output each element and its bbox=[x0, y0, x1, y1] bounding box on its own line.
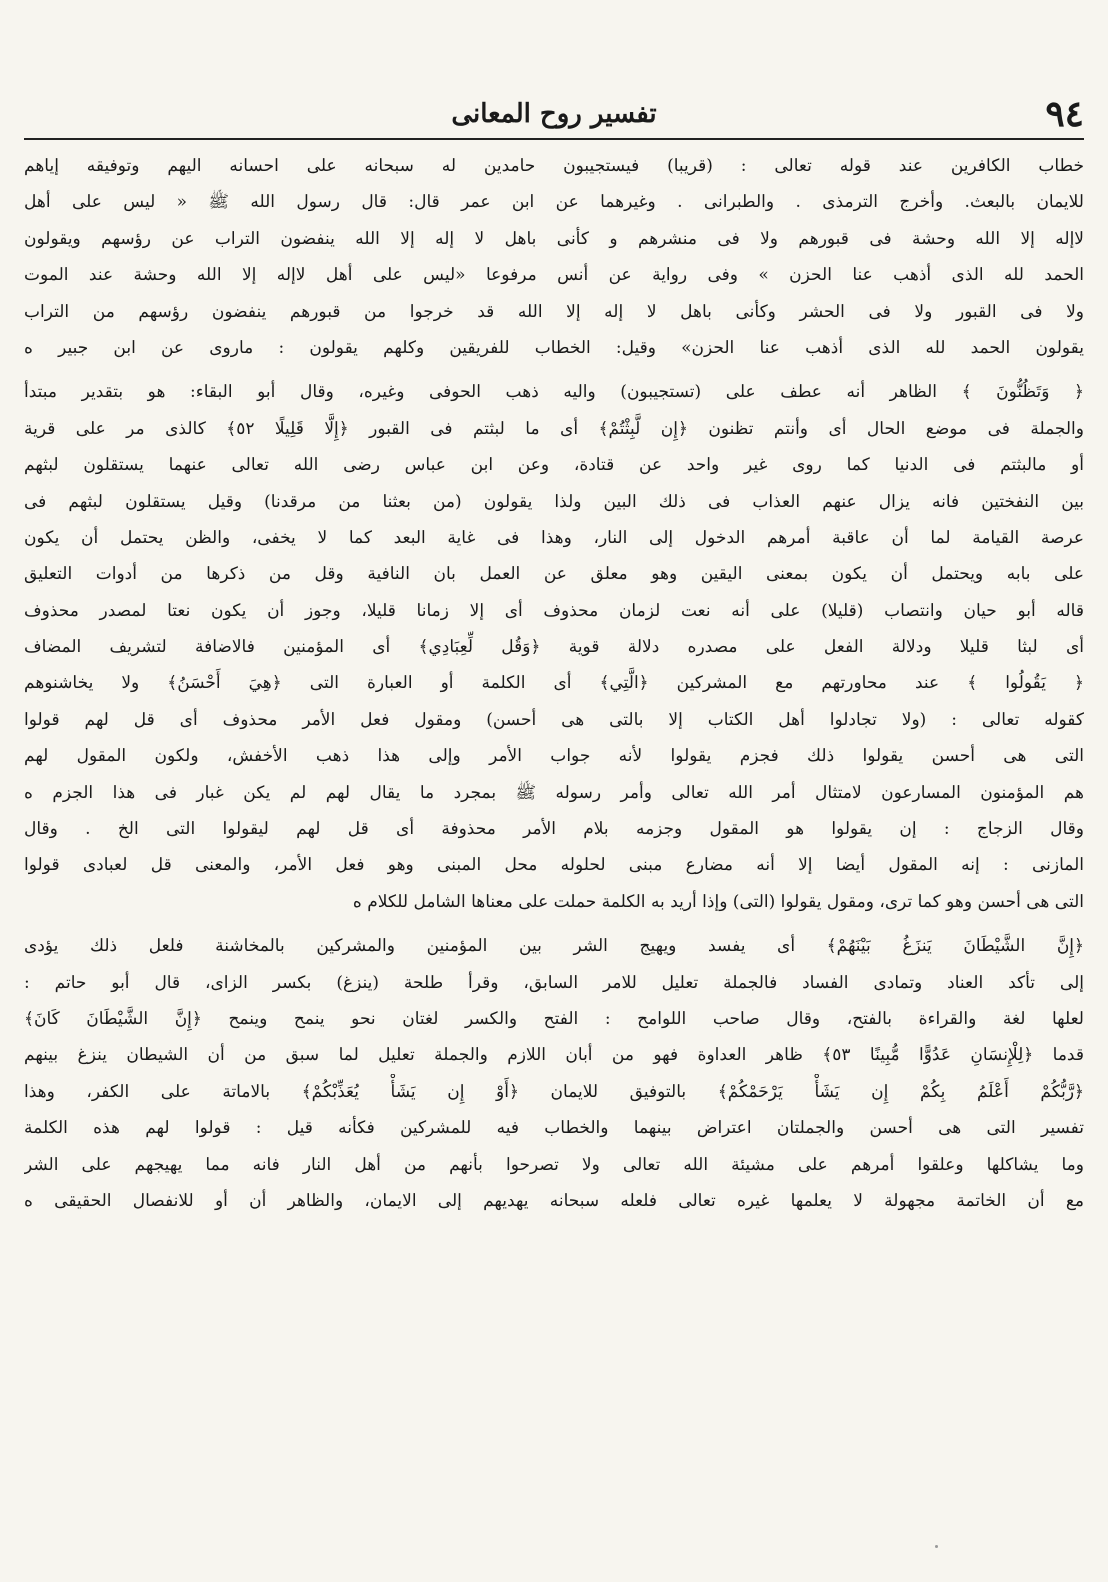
text-line: وقال الزجاج : إن يقولوا هو المقول وجزمه بلام الأمر محذوفة أى قل لهم ليقولوا التى الخ . وقال bbox=[24, 819, 1084, 840]
text-line: ﴿ يَقُولُوا ﴾ عند محاورتهم مع المشركين ﴿الَّتِي﴾ أى الكلمة أو العبارة التى ﴿هِيَ أَحْسَنُ﴾ ولا يخاشنوهم bbox=[24, 673, 1084, 694]
text-line: التى هى أحسن يقولوا ذلك فجزم يقولوا لأنه جواب الأمر وإلى هذا ذهب الأخفش، ولكون المقول لهم bbox=[24, 746, 1084, 767]
text-line: ﴿ وَتَظُنُّونَ ﴾ الظاهر أنه عطف على (تستجيبون) واليه ذهب الحوفى وغيره، وقال أبو البقاء: هو بتقدير مبتدأ bbox=[24, 382, 1084, 403]
text-line: ﴿رَّبُّكُمْ أَعْلَمُ بِكُمْ إِن يَشَأْ يَرْحَمْكُمْ﴾ بالتوفيق للايمان ﴿أَوْ إِن يَشَأْ يُعَذِّبْكُمْ﴾ بالاماتة على الكفر، وهذا bbox=[24, 1081, 1084, 1102]
text-line: والجملة فى موضع الحال أى وأنتم تظنون ﴿إِن لَّبِثْتُمْ﴾ أى ما لبثتم فى القبور ﴿إِلَّا قَلِيلًا ٥٢﴾ كالذى مر على قرية bbox=[24, 418, 1084, 439]
text-line: مع أن الخاتمة مجهولة لا يعلمها غيره تعالى فلعله سبحانه يهديهم إلى الايمان، والظاهر أن أو للانفصال الحقيقى ه bbox=[24, 1190, 1084, 1211]
running-title: تفسير روح المعانى bbox=[451, 99, 657, 129]
text-line: أو مالبثتم فى الدنيا كما روى غير واحد عن قتادة، وعن ابن عباس رضى الله تعالى عنهما يستقلون لبثهم bbox=[24, 455, 1084, 476]
text-line: قاله أبو حيان وانتصاب (قليلا) على أنه نعت لزمان محذوف أى إلا زمانا قليلا، وجوز أن يكون نعتا لمصدر محذوف bbox=[24, 600, 1084, 621]
text-line: على بابه ويحتمل أن يكون بمعنى اليقين وهو معلق عن العمل بان النافية وقل من ذكرها من أدوات التعليق bbox=[24, 564, 1084, 585]
text-line: لاإله إلا الله وحشة فى قبورهم ولا فى منشرهم و كأنى باهل لا إله إلا الله ينفضون التراب عن رؤسهم ويقولون bbox=[24, 228, 1084, 249]
text-line: لعلها لغة والقراءة بالفتح، وقال صاحب اللوامح : الفتح والكسر لغتان نحو ينمح وينمح ﴿إِنَّ الشَّيْطَانَ كَانَ﴾ bbox=[24, 1008, 1084, 1029]
text-line: أى لبثا قليلا ودلالة الفعل على مصدره دلالة قوية ﴿وَقُل لِّعِبَادِي﴾ أى المؤمنين فالاضافة لتشريف المضاف bbox=[24, 637, 1084, 658]
text-line: التى هى أحسن وهو كما ترى، ومقول يقولوا (التى) وإذا أريد به الكلمة حملت على معناها الشامل للكلام ه bbox=[352, 891, 1084, 912]
text-line: يقولون الحمد لله الذى أذهب عنا الحزن» وقيل: الخطاب للفريقين وكلهم يقولون : ماروى عن ابن جبير ه bbox=[24, 337, 1084, 358]
page-header bbox=[24, 92, 1084, 136]
text-line: وما يشاكلها وعلقوا أمرهم على مشيئة الله تعالى ولا تصرحوا بأنهم من أهل النار فانه مما يهيجهم على الشر bbox=[24, 1154, 1084, 1175]
paragraph-gap bbox=[24, 920, 1084, 928]
page-body bbox=[24, 148, 1084, 1219]
text-line: قدما ﴿لِلْإِنسَانِ عَدُوًّا مُّبِينًا ٥٣﴾ ظاهر العداوة فهو من أبان اللازم والجملة تعليل لما سبق من أن الشيطان ينزغ بينهم bbox=[24, 1045, 1084, 1066]
text-line: بين النفختين فانه يزال عنهم العذاب فى ذلك البين ولذا يقولون (من بعثنا من مرقدنا) وقيل يستقلون لبثهم فى bbox=[24, 491, 1084, 512]
text-line: إلى تأكد العناد وتمادى الفساد فالجملة تعليل للامر السابق، وقرأ طلحة (ينزغ) بكسر الزاى، قال أبو حاتم : bbox=[24, 972, 1084, 993]
text-line: خطاب الكافرين عند قوله تعالى : (قريبا) فيستجيبون حامدين له سبحانه على احسانه اليهم وتوفيقه إياهم bbox=[24, 156, 1084, 176]
paragraph-gap bbox=[24, 366, 1084, 374]
text-line: للايمان بالبعث. وأخرج الترمذى . والطبرانى . وغيرهما عن ابن عمر قال: قال رسول الله ﷺ « ليس على أهل bbox=[24, 192, 1084, 213]
text-line: المازنى : إنه المقول أيضا إلا أنه مضارع مبنى لحلوله محل المبنى وهو فعل الأمر، والمعنى قل لعبادى قولوا bbox=[24, 855, 1084, 876]
text-line: تفسير التى هى أحسن والجملتان اعتراض بينهما والخطاب فيه للمشركين فكأنه قيل : قولوا لهم هذه الكلمة bbox=[24, 1118, 1084, 1139]
text-line: هم المؤمنون المسارعون لامتثال أمر الله تعالى وأمر رسوله ﷺ بمجرد ما يقال لهم لم يكن غبار فى هذا الجزم ه bbox=[24, 782, 1084, 803]
page-number: ٩٤ bbox=[1045, 93, 1084, 135]
page-speck bbox=[935, 1545, 938, 1548]
header-rule bbox=[24, 138, 1084, 140]
text-line: الحمد لله الذى أذهب عنا الحزن » وفى رواية عن أنس مرفوعا «ليس على أهل لاإله إلا الله وحشة عند الموت bbox=[24, 265, 1084, 286]
text-line: كقوله تعالى : (ولا تجادلوا أهل الكتاب إلا بالتى هى أحسن) ومقول فعل الأمر محذوف أى قل لهم قولوا bbox=[24, 709, 1084, 730]
text-line: ولا فى القبور ولا فى الحشر وكأنى باهل لا إله إلا الله قد خرجوا من قبورهم ينفضون رؤسهم من التراب bbox=[24, 301, 1084, 322]
text-line: ﴿إِنَّ الشَّيْطَانَ يَنزَغُ بَيْنَهُمْ﴾ أى يفسد ويهيج الشر بين المؤمنين والمشركين بالمخاشنة فلعل ذلك يؤدى bbox=[24, 936, 1084, 957]
text-line: عرصة القيامة لما أن عاقبة أمرهم الدخول إلى النار، وهذا فى غاية البعد كما لا يخفى، والظن يحتمل أن يكون bbox=[24, 527, 1084, 548]
